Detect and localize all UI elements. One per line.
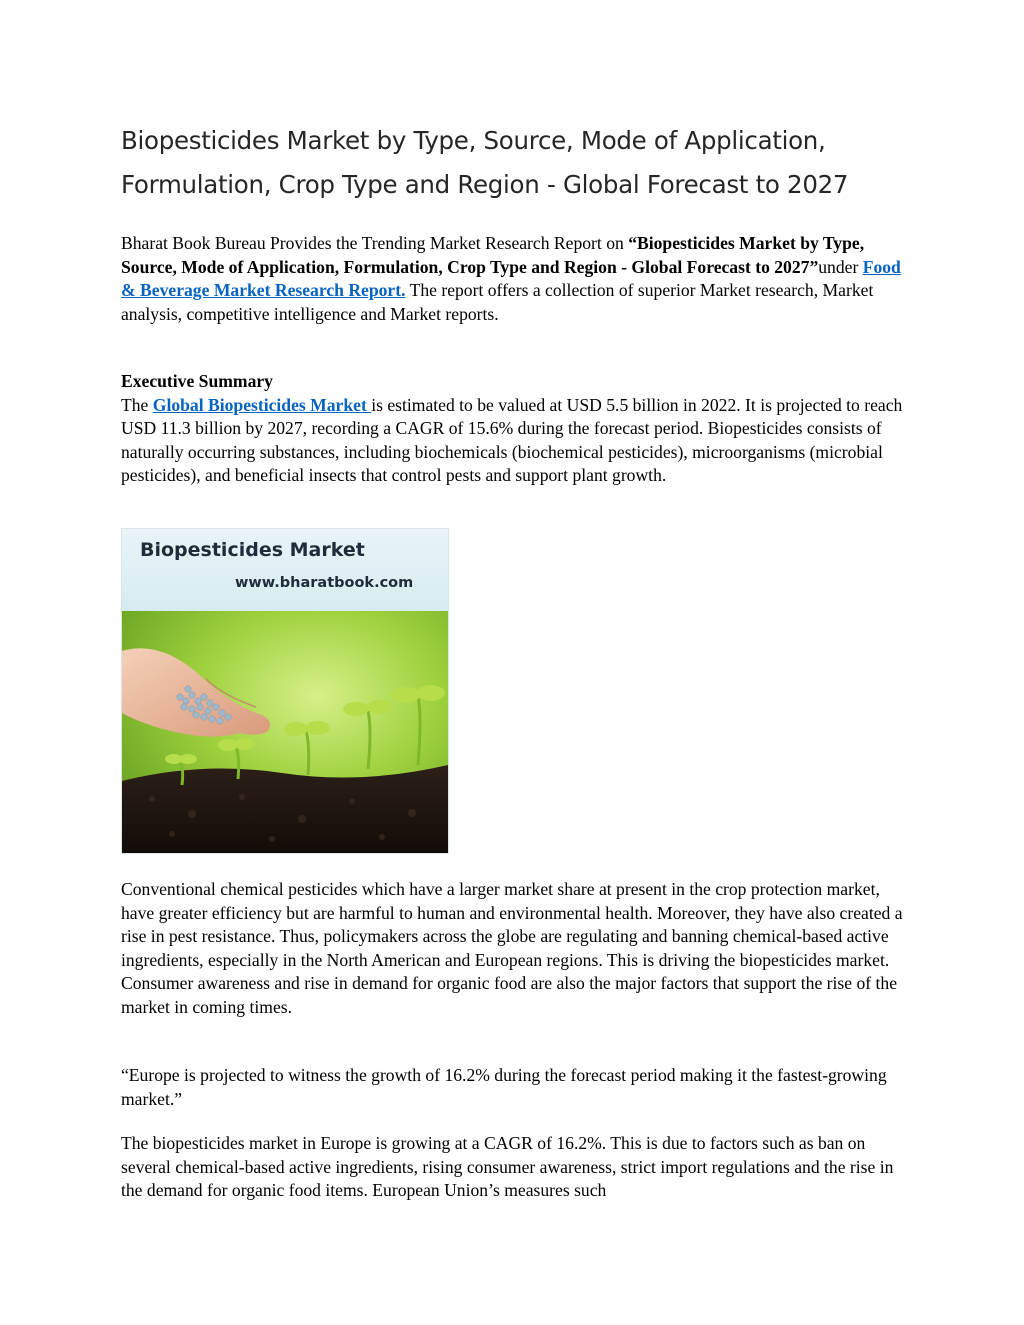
summary-text: is estimated to be valued at USD 5.5 billion in 2022. It is projected to reach USD 11.3 billion by 2027, recording a CAGR of 15.6% during the forecast period. Biopesticides consists of naturally occurring substances, including biochemicals (biochemical pesticides), microorganisms (microbial pesticides), and beneficial insects that control pests and support plant growth. <box>121 394 903 485</box>
europe-quote: “Europe is projected to witness the growth of 16.2% during the forecast period making it the fastest-growing market.” <box>121 1065 887 1109</box>
page-title: Biopesticides Market by Type, Source, Mode of Application, Formulation, Crop Type and Region - Global Forecast to 2027 <box>121 126 849 199</box>
biopesticides-hero-image <box>121 528 449 854</box>
report-title-bold: “Biopesticides Market by Type, Source, Mode of Application, Formulation, Crop Type and Region - Global Forecast to 2027” <box>121 233 865 277</box>
intro-lead: Bharat Book Bureau Provides the Trending Market Research Report on <box>121 233 629 253</box>
image-title: Biopesticides Market <box>140 539 365 561</box>
europe-growth-paragraph: The biopesticides market in Europe is growing at a CAGR of 16.2%. This is due to factors such as ban on several chemical-based active ingredients, rising consumer awareness, strict import regulations and the rise in the demand for organic food items. European Union’s measures such <box>121 1133 894 1200</box>
link-period: . <box>401 280 406 300</box>
food-beverage-report-link[interactable]: Food & Beverage Market Research Report <box>121 256 901 300</box>
summary-the: The <box>121 394 153 415</box>
intro-rest: The report offers a collection of superior Market research, Market analysis, competitive intelligence and Market reports. <box>121 280 874 324</box>
executive-summary-paragraph <box>121 370 911 488</box>
intro-under: under <box>818 256 863 277</box>
intro-paragraph <box>121 232 911 326</box>
global-biopesticides-market-link[interactable]: Global Biopesticides Market <box>152 394 372 415</box>
image-url: www.bharatbook.com <box>235 575 414 591</box>
conventional-pesticides-paragraph: Conventional chemical pesticides which have a larger market share at present in the crop protection market, have greater efficiency but are harmful to human and environmental health. Moreover, they have also created a rise in pest resistance. Thus, policymakers across the globe are regulating and banning chemical-based active ingredients, especially in the North American and European regions. This is driving the biopesticides market. Consumer awareness and rise in demand for organic food are also the major factors that support the rise of the market in coming times. <box>121 879 903 1017</box>
executive-summary-heading: Executive Summary <box>121 371 273 391</box>
